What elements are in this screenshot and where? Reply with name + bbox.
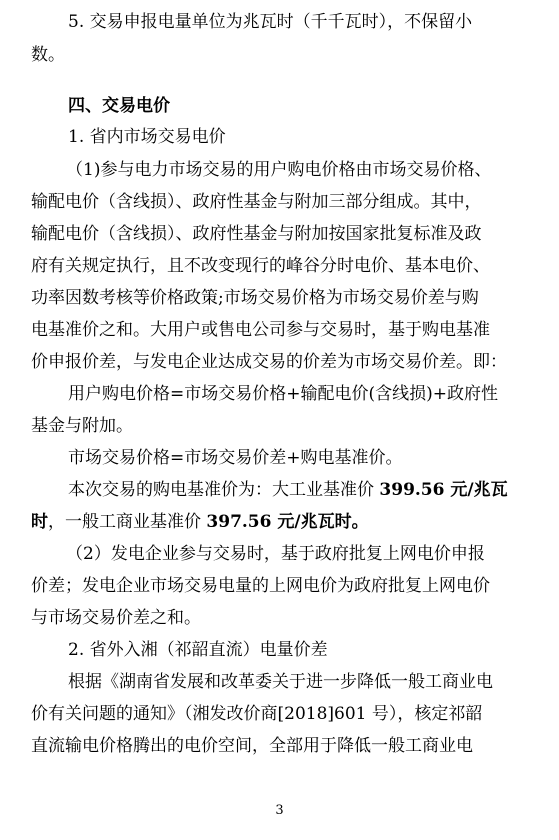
paragraph-line: 功率因数考核等价格政策;市场交易价格为市场交易价差与购	[31, 288, 479, 308]
paragraph-line: 直流输电价格腾出的电价空间，全部用于降低一般工商业电	[31, 736, 473, 756]
paragraph-line: 价有关问题的通知》（湘发改价商[2018]601 号），核定祁韶	[31, 704, 483, 724]
formula-line: 基金与附加。	[31, 416, 133, 436]
plain-text: ，一般工商业基准价	[48, 512, 207, 532]
formula-line: 市场交易价格=市场交易价差+购电基准价。	[68, 448, 403, 468]
paragraph-line: 价申报价差，与发电企业达成交易的价差为市场交易价差。即：	[31, 352, 507, 372]
bold-price: 399.56 元/兆瓦	[379, 480, 508, 500]
subsection-heading: 1. 省内市场交易电价	[68, 127, 226, 147]
paragraph-line	[31, 512, 369, 532]
paragraph-line: （2）发电企业参与交易时，基于政府批复上网电价申报	[66, 544, 485, 564]
paragraph-line: 输配电价（含线损）、政府性基金与附加三部分组成。其中，	[31, 192, 482, 212]
bold-text: 时	[31, 512, 48, 532]
paragraph-line: 输配电价（含线损）、政府性基金与附加按国家批复标准及政	[31, 224, 482, 244]
paragraph-line: （1)参与电力市场交易的用户购电价格由市场交易价格、	[66, 160, 492, 180]
page-number: 3	[275, 803, 284, 818]
bold-price: 397.56 元/兆瓦时。	[206, 512, 369, 532]
paragraph-line: 根据《湖南省发展和改革委关于进一步降低一般工商业电	[68, 672, 493, 692]
paragraph-line: 电基准价之和。大用户或售电公司参与交易时，基于购电基准	[31, 320, 490, 340]
paragraph-line: 价差；发电企业市场交易电量的上网电价为政府批复上网电价	[31, 576, 490, 596]
plain-text: 本次交易的购电基准价为：大工业基准价	[68, 480, 380, 500]
paragraph-line: 5. 交易申报电量单位为兆瓦时（千千瓦时），不保留小	[68, 12, 473, 32]
paragraph-line	[68, 480, 508, 500]
section-heading: 四、交易电价	[68, 96, 170, 116]
subsection-heading: 2. 省外入湘（祁韶直流）电量价差	[68, 640, 328, 660]
paragraph-line: 数。	[31, 45, 65, 65]
paragraph-line: 与市场交易价差之和。	[31, 608, 201, 628]
paragraph-line: 府有关规定执行，且不改变现行的峰谷分时电价、基本电价、	[31, 256, 490, 276]
formula-line: 用户购电价格=市场交易价格+输配电价(含线损)+政府性	[68, 384, 498, 404]
